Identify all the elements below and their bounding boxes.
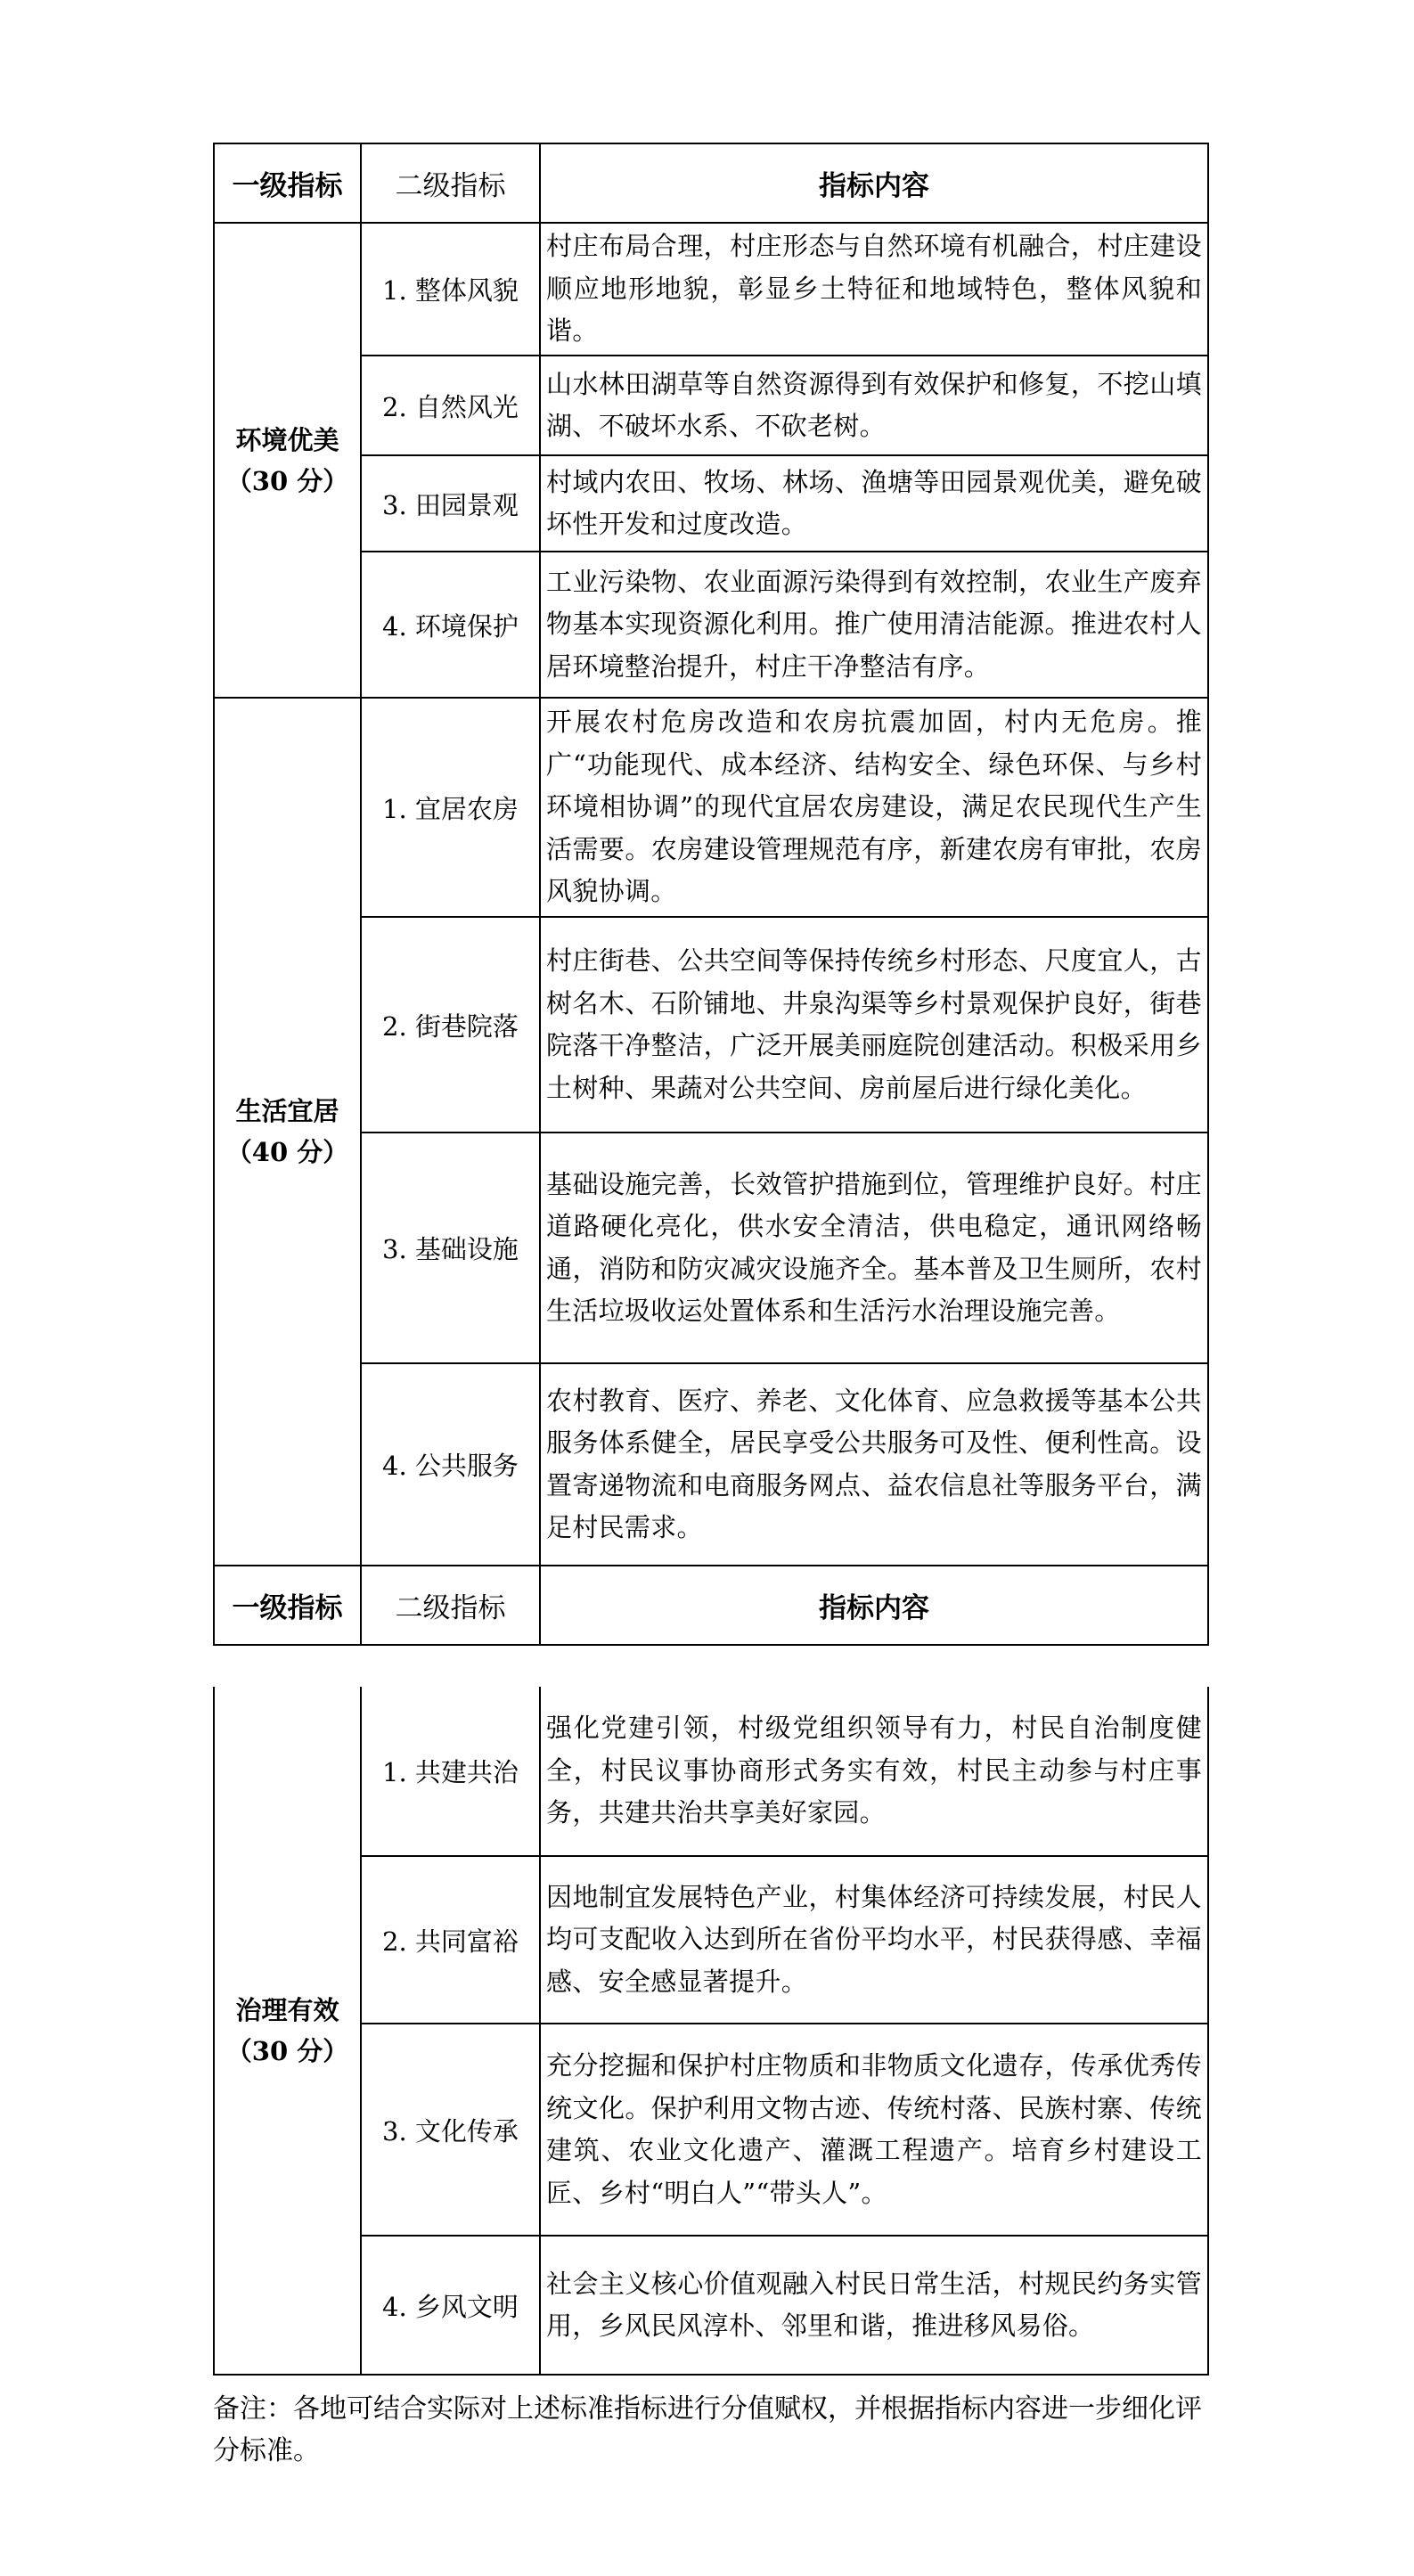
item-name: 4. 乡风文明: [361, 2236, 540, 2375]
table-row: [214, 1856, 1208, 2024]
table-row: [214, 917, 1208, 1133]
table-footer-header-row: [214, 1566, 1208, 1645]
standards-table-page-1: [213, 143, 1209, 1646]
group-score: （40 分）: [225, 1137, 349, 1167]
item-content: 基础设施完善，长效管护措施到位，管理维护良好。村庄道路硬化亮化，供水安全清洁，供电稳定，通讯网络畅通，消防和防灾减灾设施齐全。基本普及卫生厕所，农村生活垃圾收运处置体系和生活污水治理设施完善。: [540, 1133, 1208, 1363]
table-row: [214, 552, 1208, 698]
group-cell: [214, 223, 361, 698]
item-name: 3. 文化传承: [361, 2024, 540, 2236]
standards-table-page-2: [213, 1687, 1209, 2376]
group-cell: [214, 1687, 361, 2375]
item-content: 强化党建引领，村级党组织领导有力，村民自治制度健全，村民议事协商形式务实有效，村民主动参与村庄事务，共建共治共享美好家园。: [540, 1687, 1208, 1856]
item-name: 4. 环境保护: [361, 552, 540, 698]
item-name: 3. 基础设施: [361, 1133, 540, 1363]
table-row: [214, 698, 1208, 917]
item-content: 山水林田湖草等自然资源得到有效保护和修复，不挖山填湖、不破坏水系、不砍老树。: [540, 356, 1208, 455]
item-content: 村庄布局合理，村庄形态与自然环境有机融合，村庄建设顺应地形地貌，彰显乡土特征和地域特色，整体风貌和谐。: [540, 223, 1208, 356]
table-row: [214, 223, 1208, 356]
item-name: 3. 田园景观: [361, 455, 540, 552]
group-score: （30 分）: [225, 2035, 349, 2066]
item-name: 2. 街巷院落: [361, 917, 540, 1133]
table-row: [214, 1133, 1208, 1363]
group-name: 治理有效: [235, 1994, 339, 2025]
table-row: [214, 455, 1208, 552]
item-name: 1. 共建共治: [361, 1687, 540, 1856]
item-content: 村庄街巷、公共空间等保持传统乡村形态、尺度宜人，古树名木、石阶铺地、井泉沟渠等乡村景观保护良好，街巷院落干净整洁，广泛开展美丽庭院创建活动。积极采用乡土树种、果蔬对公共空间、房前屋后进行绿化美化。: [540, 917, 1208, 1133]
item-name: 2. 自然风光: [361, 356, 540, 455]
header-level2: 二级指标: [361, 143, 540, 223]
table-row: [214, 2024, 1208, 2236]
group-score: （30 分）: [225, 465, 349, 496]
item-content: 充分挖掘和保护村庄物质和非物质文化遗存，传承优秀传统文化。保护利用文物古迹、传统村落、民族村寨、传统建筑、农业文化遗产、灌溉工程遗产。培育乡村建设工匠、乡村“明白人”“带头人”。: [540, 2024, 1208, 2236]
item-content: 社会主义核心价值观融入村民日常生活，村规民约务实管用，乡风民风淳朴、邻里和谐，推进移风易俗。: [540, 2236, 1208, 2375]
item-content: 村域内农田、牧场、林场、渔塘等田园景观优美，避免破坏性开发和过度改造。: [540, 455, 1208, 552]
table-row: [214, 356, 1208, 455]
table-row: [214, 1363, 1208, 1566]
footer-header-level1: 一级指标: [214, 1566, 361, 1645]
table-row: [214, 1687, 1208, 1856]
footer-header-level2: 二级指标: [361, 1566, 540, 1645]
table-header-row: [214, 143, 1208, 223]
item-content: 工业污染物、农业面源污染得到有效控制，农业生产废弃物基本实现资源化利用。推广使用清洁能源。推进农村人居环境整治提升，村庄干净整洁有序。: [540, 552, 1208, 698]
item-name: 4. 公共服务: [361, 1363, 540, 1566]
item-name: 2. 共同富裕: [361, 1856, 540, 2024]
group-name: 生活宜居: [235, 1096, 339, 1126]
item-content: 因地制宜发展特色产业，村集体经济可持续发展，村民人均可支配收入达到所在省份平均水平，村民获得感、幸福感、安全感显著提升。: [540, 1856, 1208, 2024]
footnote: 备注：各地可结合实际对上述标准指标进行分值赋权，并根据指标内容进一步细化评分标准。: [213, 2393, 1202, 2466]
group-name: 环境优美: [235, 424, 339, 455]
group-cell: [214, 698, 361, 1566]
item-content: 农村教育、医疗、养老、文化体育、应急救援等基本公共服务体系健全，居民享受公共服务可及性、便利性高。设置寄递物流和电商服务网点、益农信息社等服务平台，满足村民需求。: [540, 1363, 1208, 1566]
item-name: 1. 宜居农房: [361, 698, 540, 917]
footer-header-content: 指标内容: [540, 1566, 1208, 1645]
item-name: 1. 整体风貌: [361, 223, 540, 356]
header-content: 指标内容: [540, 143, 1208, 223]
header-level1: 一级指标: [214, 143, 361, 223]
table-row: [214, 2236, 1208, 2375]
item-content: 开展农村危房改造和农房抗震加固，村内无危房。推广“功能现代、成本经济、结构安全、绿色环保、与乡村环境相协调”的现代宜居农房建设，满足农民现代生产生活需要。农房建设管理规范有序，新建农房有审批，农房风貌协调。: [540, 698, 1208, 917]
